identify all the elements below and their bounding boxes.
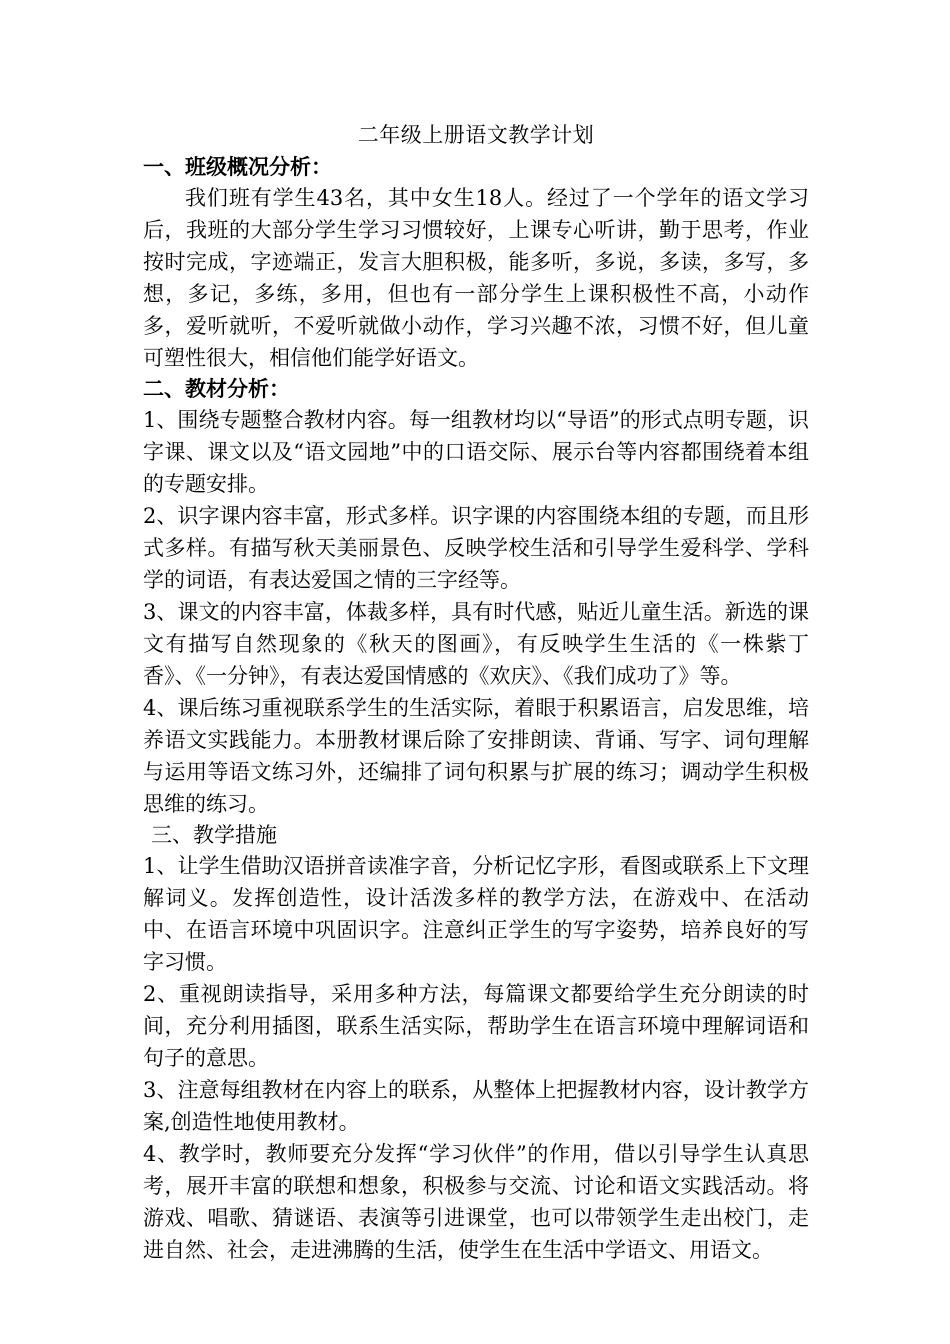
- document-page: [143, 120, 809, 1266]
- paragraph-class-overview: 我们班有学生43名，其中女生18人。经过了一个学年的语文学习后，我班的大部分学生学习习惯较好，上课专心听讲，勤于思考，作业按时完成，字迹端正，发言大胆积极，能多听，多说，多读，多写，多想，多记，多练，多用，但也有一部分学生上课积极性不高，小动作多，爱听就听，不爱听就做小动作，学习兴趣不浓，习惯不好，但儿童可塑性很大，相信他们能学好语文。: [143, 186, 809, 370]
- section-heading-teaching-measures: 三、教学措施: [151, 823, 277, 847]
- section-heading-textbook-analysis: 二、教材分析：: [143, 376, 290, 401]
- list-item-measures-4: 4、教学时，教师要充分发挥“学习伙伴”的作用，借以引导学生认真思考，展开丰富的联想和想象，积极参与交流、讨论和语文实践活动。将游戏、唱歌、猜谜语、表演等引进课堂，也可以带领学生走出校门，走进自然、社会，走进沸腾的生活，使学生在生活中学语文、用语文。: [143, 1142, 809, 1262]
- list-item-textbook-3: 3、课文的内容丰富，体裁多样，具有时代感，贴近儿童生活。新选的课文有描写自然现象的《秋天的图画》，有反映学生生活的《一株紫丁香》、《一分钟》，有表达爱国情感的《欢庆》、《我们成功了》等。: [143, 600, 809, 688]
- list-item-measures-3: 3、注意每组教材在内容上的联系，从整体上把握教材内容，设计教学方案,创造性地使用教材。: [143, 1078, 809, 1134]
- list-item-textbook-4: 4、课后练习重视联系学生的生活实际，着眼于积累语言，启发思维，培养语文实践能力。本册教材课后除了安排朗读、背诵、写字、词句理解与运用等语文练习外，还编排了词句积累与扩展的练习；调动学生积极思维的练习。: [143, 696, 809, 816]
- list-item-textbook-2: 2、识字课内容丰富，形式多样。识字课的内容围绕本组的专题，而且形式多样。有描写秋天美丽景色、反映学校生活和引导学生爱科学、学科学的词语，有表达爱国之情的三字经等。: [143, 504, 809, 592]
- document-title: 二年级上册语文教学计划: [357, 123, 595, 147]
- list-item-measures-2: 2、重视朗读指导，采用多种方法，每篇课文都要给学生充分朗读的时间，充分利用插图，联系生活实际，帮助学生在语言环境中理解词语和句子的意思。: [143, 982, 809, 1070]
- list-item-measures-1: 1、让学生借助汉语拼音读准字音，分析记忆字形，看图或联系上下文理解词义。发挥创造性，设计活泼多样的教学方法，在游戏中、在活动中、在语言环境中巩固识字。注意纠正学生的写字姿势，培养良好的写字习惯。: [143, 854, 809, 974]
- list-item-textbook-1: 1、围绕专题整合教材内容。每一组教材均以“导语”的形式点明专题，识字课、课文以及“语文园地”中的口语交际、展示台等内容都围绕着本组的专题安排。: [143, 408, 809, 496]
- section-heading-class-overview: 一、班级概况分析：: [143, 154, 332, 179]
